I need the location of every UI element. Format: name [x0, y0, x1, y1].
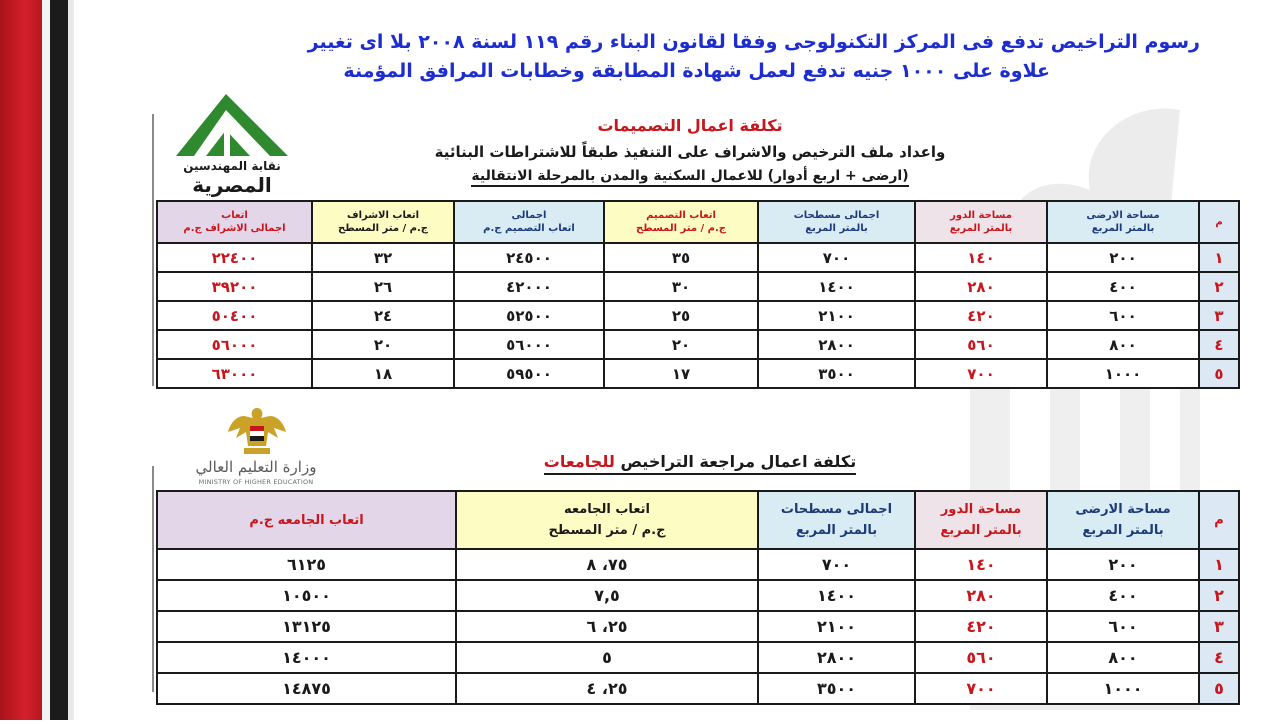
- col-header-total-area: اجمالى مسطحات بالمتر المربع: [758, 491, 915, 549]
- design-fees-table: [156, 200, 1240, 389]
- logo-text-top: نقابة المهندسين: [183, 159, 281, 173]
- col-header-design-fee-rate: اتعاب التصميم ج.م / متر المسطح: [604, 201, 758, 243]
- col-header-floor-area: مساحة الدور بالمتر المربع: [915, 201, 1047, 243]
- flag-black-stripe: [50, 0, 68, 720]
- col-header-total-area: اجمالى مسطحات بالمتر المربع: [758, 201, 915, 243]
- table1-title: تكلفة اعمال التصميمات: [597, 116, 783, 135]
- col-header-university-fee-total: اتعاب الجامعه ج.م: [157, 491, 456, 549]
- engineers-syndicate-logo: [166, 86, 298, 202]
- table-row: ٣ ٦٠٠ ٤٢٠ ٢١٠٠ ٢٥ ٥٢٥٠٠ ٢٤ ٥٠٤٠٠: [157, 301, 1239, 330]
- table-row: ٤ ٨٠٠ ٥٦٠ ٢٨٠٠ ٢٠ ٥٦٠٠٠ ٢٠ ٥٦٠٠٠: [157, 330, 1239, 359]
- ministry-logo: [168, 400, 344, 488]
- table-row: ١ ٢٠٠ ١٤٠ ٧٠٠ ٣٥ ٢٤٥٠٠ ٣٢ ٢٢٤٠٠: [157, 243, 1239, 272]
- col-header-university-fee-rate: اتعاب الجامعه ج.م / متر المسطح: [456, 491, 758, 549]
- col-header-index: م: [1199, 491, 1239, 549]
- table-row: ٣ ٦٠٠ ٤٢٠ ٢١٠٠ ٢٥، ٦ ١٣١٢٥: [157, 611, 1239, 642]
- ministry-name-english: MINISTRY OF HIGHER EDUCATION: [198, 478, 314, 486]
- table2-title: تكلفة اعمال مراجعة التراخيص للجامعات: [500, 452, 900, 471]
- divider-line: [152, 114, 154, 386]
- col-header-land-area: مساحة الارضى بالمتر المربع: [1047, 201, 1199, 243]
- flag-white-stripe: [42, 0, 50, 720]
- col-header-index: م: [1199, 201, 1239, 243]
- table1-subtitle-1: واعداد ملف الترخيص والاشراف على التنفيذ طبقاً للاشتراطات البنائية: [434, 143, 946, 161]
- table-header-row: [157, 491, 1239, 549]
- flag-edge-stripe: [68, 0, 74, 720]
- table-row: ٢ ٤٠٠ ٢٨٠ ١٤٠٠ ٧,٥ ١٠٥٠٠: [157, 580, 1239, 611]
- table-row: ٥ ١٠٠٠ ٧٠٠ ٣٥٠٠ ٢٥، ٤ ١٤٨٧٥: [157, 673, 1239, 704]
- flag-red-stripe: [0, 0, 42, 720]
- ministry-name-arabic: وزارة التعليم العالي: [195, 458, 317, 476]
- col-header-supervision-total: اتعاب اجمالى الاشراف ج.م: [157, 201, 312, 243]
- university-review-fees-table: [156, 490, 1240, 705]
- logo-text-bottom: المصرية: [192, 173, 272, 197]
- table-header-row: [157, 201, 1239, 243]
- header-line-1: رسوم التراخيص تدفع فى المركز التكنولوجى وفقا لقانون البناء رقم ١١٩ لسنة ٢٠٠٨ بلا اى تغيير: [307, 31, 1200, 53]
- col-header-floor-area: مساحة الدور بالمتر المربع: [915, 491, 1047, 549]
- col-header-land-area: مساحة الارضى بالمتر المربع: [1047, 491, 1199, 549]
- table-row: ١ ٢٠٠ ١٤٠ ٧٠٠ ٧٥، ٨ ٦١٢٥: [157, 549, 1239, 580]
- col-header-supervision-rate: اتعاب الاشراف ج.م / متر المسطح: [312, 201, 454, 243]
- table1-subtitle-2: (ارضى + اربع أدوار) للاعمال السكنية والمدن بالمرحلة الانتقالية: [420, 168, 960, 184]
- col-header-design-fee-total: اجمالى اتعاب التصميم ج.م: [454, 201, 604, 243]
- table-row: ٤ ٨٠٠ ٥٦٠ ٢٨٠٠ ٥ ١٤٠٠٠: [157, 642, 1239, 673]
- header-line-2: علاوة على ١٠٠٠ جنيه تدفع لعمل شهادة المطابقة وخطابات المرافق المؤمنة: [343, 60, 1050, 82]
- table-row: ٢ ٤٠٠ ٢٨٠ ١٤٠٠ ٣٠ ٤٢٠٠٠ ٢٦ ٣٩٢٠٠: [157, 272, 1239, 301]
- eagle-emblem-icon: [226, 406, 288, 460]
- divider-line: [152, 466, 154, 692]
- table-row: ٥ ١٠٠٠ ٧٠٠ ٣٥٠٠ ١٧ ٥٩٥٠٠ ١٨ ٦٣٠٠٠: [157, 359, 1239, 388]
